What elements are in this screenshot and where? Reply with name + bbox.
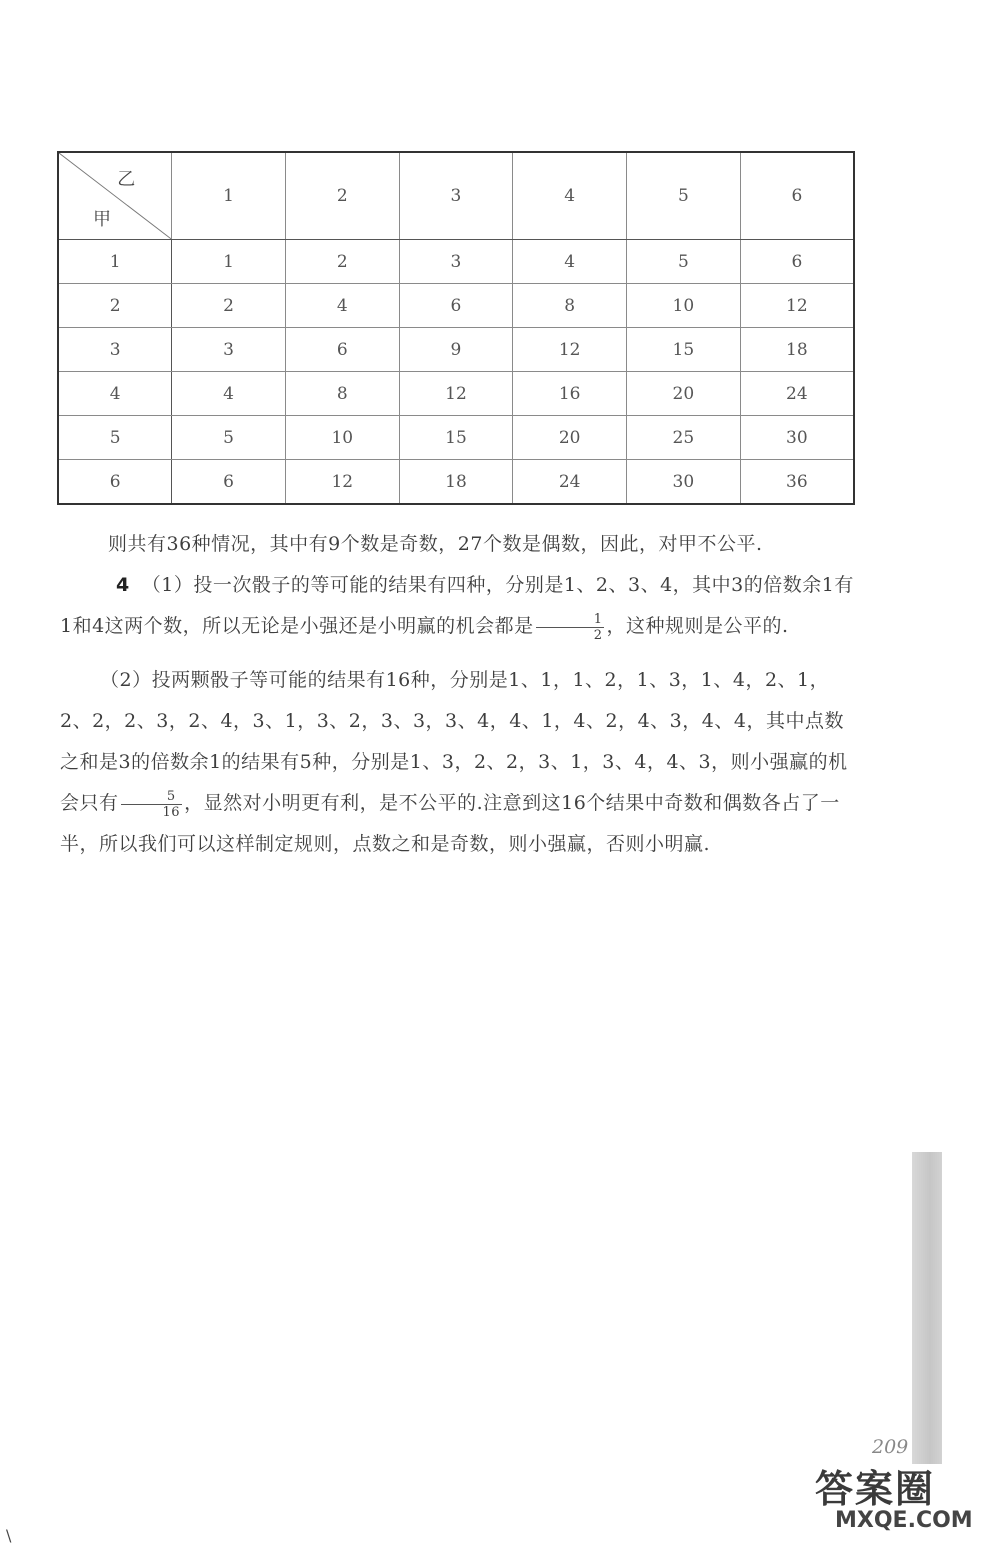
col-header: 2	[285, 152, 399, 240]
watermark-logo	[815, 1458, 993, 1546]
table-cell: 36	[740, 460, 854, 505]
row-header: 4	[58, 372, 172, 416]
part2-text-before: （2）投两颗骰子等可能的结果有16种，分别是1、1，1、2，1、3，1、4，2、1，2、2，2、3，2、4，3、1，3、2，3、3，3、4，4、1，4、2，4、3，4、4，其中点数之和是3的倍数余1的结果有5种，分别是1、3，2、2，3、1，3、4，4、3，则小强赢的机会只有	[60, 669, 848, 814]
fraction-one-half	[536, 612, 605, 643]
table-cell: 18	[740, 328, 854, 372]
table-cell: 24	[740, 372, 854, 416]
watermark-url: MXQE.COM	[835, 1508, 973, 1533]
row-header: 3	[58, 328, 172, 372]
table-corner-cell	[58, 152, 172, 240]
page-edge-strip	[912, 1152, 942, 1464]
fraction-numerator: 5	[121, 789, 183, 805]
row-header: 2	[58, 284, 172, 328]
row-header: 1	[58, 240, 172, 284]
corner-label-yi: 乙	[117, 169, 136, 190]
question-4-part-2	[60, 660, 860, 865]
table-cell: 12	[399, 372, 513, 416]
table-cell: 4	[285, 284, 399, 328]
table-cell: 6	[740, 240, 854, 284]
table-cell: 2	[285, 240, 399, 284]
table-cell: 15	[399, 416, 513, 460]
table-cell: 16	[513, 372, 627, 416]
fraction-denominator: 16	[162, 804, 181, 820]
table-row	[58, 240, 854, 284]
table-cell: 5	[172, 416, 286, 460]
table-cell: 6	[172, 460, 286, 505]
watermark-chinese: 答案圈	[815, 1467, 936, 1511]
table-cell: 30	[627, 460, 741, 505]
table-cell: 30	[740, 416, 854, 460]
table-cell: 10	[627, 284, 741, 328]
table-cell: 12	[285, 460, 399, 505]
part1-text-before: （1）投一次骰子的等可能的结果有四种，分别是1、2、3、4，其中3的倍数余1有1和4这两个数，所以无论是小强还是小明赢的机会都是	[60, 574, 854, 637]
table-cell: 20	[513, 416, 627, 460]
table-cell: 4	[172, 372, 286, 416]
col-header: 5	[627, 152, 741, 240]
edge-mark: \	[6, 1526, 12, 1545]
table-cell: 25	[627, 416, 741, 460]
table-row	[58, 372, 854, 416]
table-row	[58, 328, 854, 372]
fraction-denominator: 2	[593, 627, 603, 643]
table-cell: 20	[627, 372, 741, 416]
diagonal-line	[59, 153, 171, 239]
part2-text-after: ，显然对小明更有利，是不公平的.注意到这16个结果中奇数和偶数各占了一半，所以我们可以这样制定规则，点数之和是奇数，则小强赢，否则小明赢.	[60, 792, 840, 855]
table-cell: 6	[399, 284, 513, 328]
question-number: 4	[116, 574, 130, 596]
col-header: 1	[172, 152, 286, 240]
col-header: 3	[399, 152, 513, 240]
table-cell: 2	[172, 284, 286, 328]
table-row	[58, 460, 854, 505]
fraction-five-sixteenths	[121, 789, 183, 820]
table-cell: 1	[172, 240, 286, 284]
fraction-numerator: 1	[536, 612, 605, 628]
row-header: 5	[58, 416, 172, 460]
table-cell: 9	[399, 328, 513, 372]
question-4-part-1	[60, 565, 860, 647]
table-cell: 5	[627, 240, 741, 284]
table-header-row	[58, 152, 854, 240]
part1-text-after: ，这种规则是公平的.	[606, 615, 789, 637]
table-cell: 3	[172, 328, 286, 372]
table-cell: 12	[740, 284, 854, 328]
table-cell: 10	[285, 416, 399, 460]
page-number: 209	[872, 1436, 909, 1458]
row-header: 6	[58, 460, 172, 505]
summary-paragraph: 则共有36种情况，其中有9个数是奇数，27个数是偶数，因此，对甲不公平.	[108, 533, 763, 555]
table-cell: 15	[627, 328, 741, 372]
table-row	[58, 284, 854, 328]
table-cell: 3	[399, 240, 513, 284]
table-cell: 24	[513, 460, 627, 505]
table-cell: 18	[399, 460, 513, 505]
table-cell: 6	[285, 328, 399, 372]
col-header: 4	[513, 152, 627, 240]
col-header: 6	[740, 152, 854, 240]
table-cell: 8	[285, 372, 399, 416]
table-cell: 4	[513, 240, 627, 284]
table-cell: 8	[513, 284, 627, 328]
table-cell: 12	[513, 328, 627, 372]
multiplication-table	[57, 151, 855, 505]
corner-label-jia: 甲	[93, 209, 111, 230]
table-row	[58, 416, 854, 460]
